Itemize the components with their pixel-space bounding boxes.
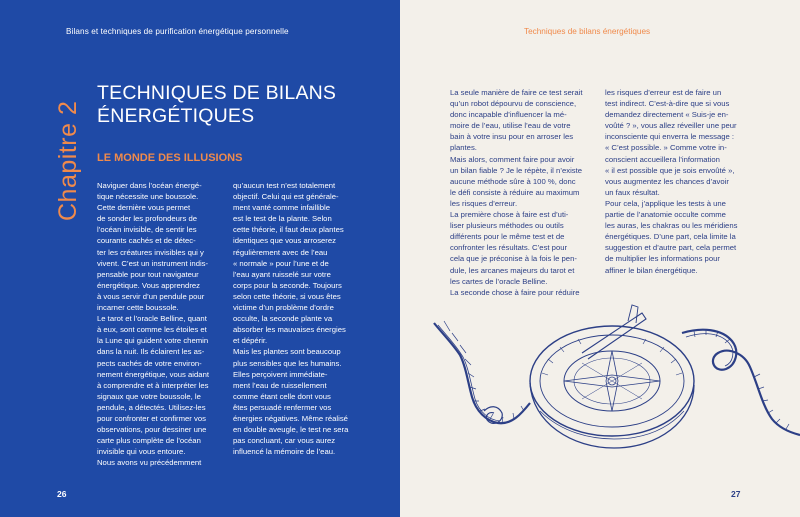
- text-line: confronter les résultats. C’est pour: [450, 243, 568, 253]
- chapter-title-line1: TECHNIQUES DE BILANS: [97, 82, 337, 104]
- text-line: « normale » pour l’une et de: [233, 258, 329, 268]
- text-line: vous augmentez les chances d’avoir: [605, 176, 729, 186]
- text-line: l’eau ayant ruisselé sur votre: [233, 269, 331, 279]
- text-line: suggestion et d’autre part, cela permet: [605, 243, 737, 253]
- text-line: vivent. C’est un instrument indis-: [97, 258, 209, 268]
- text-line: Elles perçoivent immédiate-: [233, 369, 328, 379]
- text-line: Naviguer dans l’océan énergé-: [97, 181, 202, 190]
- text-line: cette théorie, il faut deux plantes: [233, 225, 344, 235]
- text-line: absorber les mauvaises énergies: [233, 325, 346, 335]
- body-column-1: [97, 180, 223, 468]
- text-line: qu’aucun test n’est totalement: [233, 181, 336, 190]
- running-head: Bilans et techniques de purification énergétique personnelle: [66, 27, 289, 36]
- text-line: et dépérir.: [233, 336, 268, 346]
- text-line: dule, les arcanes majeurs du tarot et: [450, 265, 575, 275]
- text-line: tique nécessite une boussole.: [97, 192, 199, 202]
- text-line: pects cachés de votre environ-: [97, 358, 202, 368]
- text-line: carte plus complète de l’océan: [97, 436, 201, 446]
- text-line: un faux résultat.: [605, 187, 660, 197]
- text-line: observations, pour dessiner une: [97, 425, 207, 435]
- text-line: ter les créatures invisibles qui y: [97, 247, 204, 257]
- text-line: énergétique. Vous apprendrez: [97, 280, 201, 290]
- text-line: qu’un robot dépourvu de conscience,: [450, 99, 577, 109]
- text-line: plus sensibles que les humains.: [233, 358, 342, 368]
- text-line: est le test de la plante. Selon: [233, 214, 332, 224]
- text-line: invisible qui vous entoure.: [97, 447, 186, 457]
- text-line: Le tarot et l’oracle Belline, quant: [97, 314, 207, 324]
- compass-with-rope-icon: [432, 293, 800, 463]
- text-line: à vous servir d’un pendule pour: [97, 291, 205, 301]
- text-line: la Lune qui guident votre chemin: [97, 336, 209, 346]
- text-line: selon cette théorie, si vous êtes: [233, 291, 341, 301]
- text-line: bain à votre insu pour en arroser les: [450, 132, 574, 142]
- text-line: conscient accueillera l’information: [605, 154, 720, 164]
- page-number: 27: [731, 489, 741, 499]
- text-line: inconsciente qui enverra le message :: [605, 132, 735, 142]
- chapter-title: [97, 82, 337, 128]
- text-line: aucune méthode sûre à 100 %, donc: [450, 176, 576, 186]
- text-line: Pour cela, j’applique les tests à une: [605, 198, 726, 208]
- text-line: Nous avons vu précédemment: [97, 458, 202, 468]
- text-line: partie de l’anatomie occulte comme: [605, 210, 726, 220]
- body-column-2: [233, 180, 361, 457]
- rope-left-icon: [434, 321, 530, 423]
- text-line: incarner cette boussole.: [97, 303, 179, 313]
- text-line: voûté ? », vous allez réveiller une peur: [605, 121, 737, 131]
- text-line: « C’est possible. » Comme votre in-: [605, 143, 727, 153]
- text-line: influencé la mémoire de l’eau.: [233, 447, 336, 457]
- text-line: différents pour le même test et de: [450, 232, 565, 242]
- rope-right-icon: [682, 329, 800, 435]
- text-line: nement énergétique, vous aidant: [97, 369, 209, 379]
- text-line: identiques que vous arroserez: [233, 236, 336, 246]
- text-line: pas concluant, car vous aurez: [233, 436, 336, 446]
- chapter-label: Chapitre 2: [54, 100, 82, 221]
- text-line: de multiplier les informations pour: [605, 254, 720, 264]
- text-line: dans la nuit. Ils éclairent les as-: [97, 347, 205, 357]
- text-line: plantes.: [450, 143, 477, 153]
- text-line: « il est possible que je sois envoûté »,: [605, 165, 735, 175]
- text-line: les cartes de l’oracle Belline.: [450, 276, 548, 286]
- text-line: cela que je préconise à la fois le pen-: [450, 254, 577, 264]
- text-line: ment vanté comme infaillible: [233, 203, 330, 213]
- text-line: Cette dernière vous permet: [97, 203, 191, 213]
- text-line: courants cachés et de détec-: [97, 236, 196, 246]
- text-line: occulte, la seconde plante va: [233, 314, 333, 324]
- chapter-title-line2: ÉNERGÉTIQUES: [97, 105, 255, 127]
- text-line: victime d’un problème d’ordre: [233, 303, 334, 313]
- text-line: l’océan invisible, de sentir les: [97, 225, 197, 235]
- right-page: [400, 0, 800, 517]
- text-line: La seule manière de faire ce test serait: [450, 88, 583, 97]
- text-line: Mais alors, comment faire pour avoir: [450, 154, 575, 164]
- text-line: corps pour la seconde. Toujours: [233, 280, 342, 290]
- text-line: objectif. Celui qui est générale-: [233, 192, 339, 202]
- text-line: La seconde chose à faire pour réduire: [450, 287, 580, 297]
- body-column-2: [605, 87, 751, 276]
- text-line: ment l’eau de ruissellement: [233, 380, 327, 390]
- text-line: comme étant celle dont vous: [233, 391, 331, 401]
- text-line: énergétiques. D’une part, cela limite la: [605, 232, 736, 242]
- text-line: liser plusieurs méthodes ou outils: [450, 221, 564, 231]
- text-line: à eux, sont comme les étoiles et: [97, 325, 207, 335]
- text-line: test indirect. C’est-à-dire que si vous: [605, 99, 730, 109]
- running-head: Techniques de bilans énergétiques: [524, 27, 651, 36]
- text-line: signaux que votre boussole, le: [97, 391, 201, 401]
- text-line: en double aveugle, le test ne sera: [233, 425, 349, 435]
- text-line: les risques d’erreur est de faire un: [605, 88, 722, 97]
- text-line: un bilan fiable ? Je le répète, il n’existe: [450, 165, 583, 175]
- section-heading: LE MONDE DES ILLUSIONS: [97, 152, 243, 164]
- text-line: les risques d’erreur.: [450, 198, 518, 208]
- text-line: le défi consiste à réduire au maximum: [450, 187, 580, 197]
- text-line: moire de l’eau, utilise l’eau de votre: [450, 121, 571, 131]
- page-number: 26: [57, 489, 67, 499]
- body-column-1: [450, 87, 588, 298]
- text-line: à comprendre et à interpréter les: [97, 380, 209, 390]
- text-line: donc incapable d’influencer la mé-: [450, 110, 567, 120]
- text-line: pensable pour tout navigateur: [97, 269, 199, 279]
- text-line: demandez directement « Suis-je en-: [605, 110, 729, 120]
- text-line: les auras, les chakras ou les méridiens: [605, 221, 738, 231]
- compass-icon: [530, 305, 694, 448]
- text-line: énergies négatives. Même réalisé: [233, 413, 348, 423]
- text-line: pour confronter et confirmer vos: [97, 413, 206, 423]
- text-line: Mais les plantes sont beaucoup: [233, 347, 341, 357]
- text-line: La première chose à faire est d’uti-: [450, 210, 569, 220]
- text-line: régulièrement avec de l’eau: [233, 247, 328, 257]
- text-line: êtes persuadé renfermer vos: [233, 402, 332, 412]
- text-line: de sonder les profondeurs de: [97, 214, 198, 224]
- text-line: pendule, a détectés. Utilisez-les: [97, 402, 206, 412]
- text-line: affiner le bilan énergétique.: [605, 265, 698, 275]
